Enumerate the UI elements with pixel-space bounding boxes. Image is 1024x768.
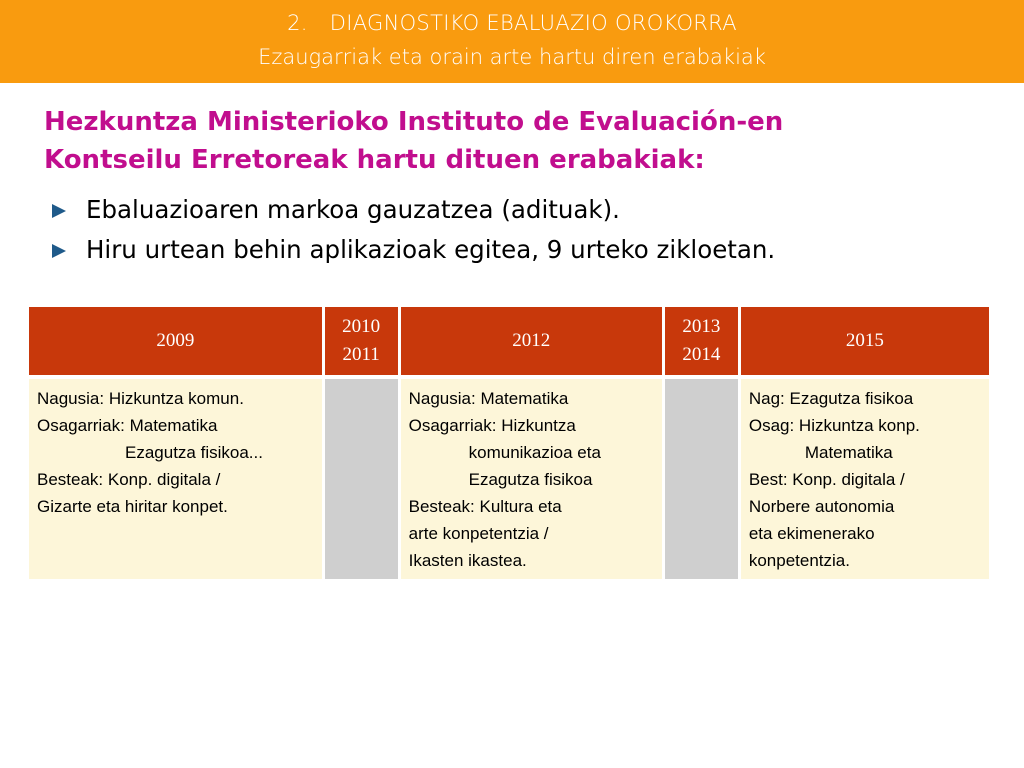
year-header-2013-2014: 2013 2014 [665,307,738,379]
cell-text: Osagarriak: Matematika [37,416,218,435]
year-header-2010-2011: 2010 2011 [325,307,398,379]
cell-text: arte konpetentzia / [408,524,549,543]
cell-2009 [29,379,322,579]
bullet-item [50,230,1010,270]
slide-header [0,0,1024,83]
cell-text: Osag: Hizkuntza konp. [748,416,920,435]
year-header-2009: 2009 [29,307,322,379]
cell-text: Nag: Ezagutza fisikoa [748,389,914,408]
bullet-text: Ebaluazioaren markoa gauzatzea (adituak). [86,195,620,224]
intro-line-2: Kontseilu Erretoreak hartu dituen erabakiak: [44,145,705,175]
year-header-2012: 2012 [401,307,662,379]
cell-text: Best: Konp. digitala / [748,470,905,489]
intro-line-1: Hezkuntza Ministerioko Instituto de Evaluación-en [44,107,784,137]
cell-text: Osagarriak: Hizkuntza [408,416,576,435]
cell-text: Nagusia: Matematika [408,389,569,408]
cell-text: konpetentzia. [748,551,850,570]
cell-2012 [401,379,662,579]
slide-title [0,6,1024,40]
cell-text: Ikasten ikastea. [408,551,527,570]
bullet-text: Hiru urtean behin aplikazioak egitea, 9 urteko zikloetan. [86,235,776,264]
cell-text: Gizarte eta hiritar konpet. [37,497,228,516]
table-row [29,379,989,579]
cell-text: Nagusia: Hizkuntza komun. [37,389,244,408]
section-title: DIAGNOSTIKO EBALUAZIO OROKORRA [329,11,737,35]
section-number: 2. [287,11,308,35]
cell-text: eta ekimenerako [748,524,875,543]
year-header-2015: 2015 [741,307,989,379]
triangle-bullet-icon [52,244,66,258]
cell-2010-2011-empty [325,379,398,579]
cell-2015 [741,379,989,579]
cell-text: Besteak: Kultura eta [408,497,562,516]
triangle-bullet-icon [52,204,66,218]
evaluation-schedule-table [26,307,992,579]
intro-heading [44,103,1004,179]
cell-text: Norbere autonomia [748,497,895,516]
cell-text: Ezagutza fisikoa [468,470,593,489]
bullet-list [50,190,1010,270]
cell-text: Besteak: Konp. digitala / [37,470,221,489]
cell-text: komunikazioa eta [468,443,601,462]
cell-2013-2014-empty [665,379,738,579]
bullet-item [50,190,1010,230]
table-header-row [29,307,989,379]
cell-text: Matematika [804,443,893,462]
slide-subtitle: Ezaugarriak eta orain arte hartu diren erabakiak [258,45,766,69]
cell-text: Ezagutza fisikoa... [125,443,263,462]
